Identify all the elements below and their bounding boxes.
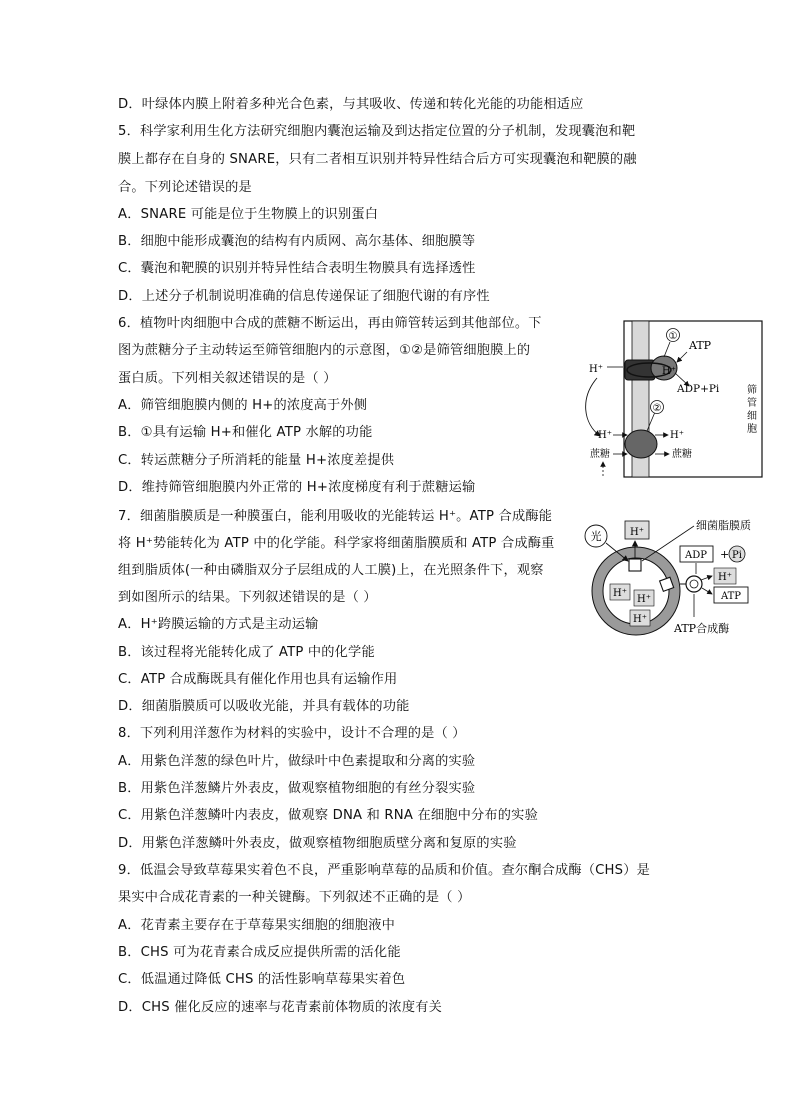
bacteriorhodopsin-label: 细菌脂膜质 <box>696 519 751 532</box>
q7-liposome-diagram <box>584 514 780 644</box>
q6-sieve-tube-diagram <box>575 318 765 480</box>
adp-label: ADP <box>685 550 707 561</box>
q4-option-d: D．叶绿体内膜上附着多种光合色素，与其吸收、传递和转化光能的功能相适应 <box>118 97 584 112</box>
q5-option-c: C．囊泡和靶膜的识别并特异性结合表明生物膜具有选择透性 <box>118 261 476 276</box>
q6-stem-line-1: 6．植物叶肉细胞中合成的蔗糖不断运出，再由筛管转运到其他部位。下 <box>118 316 542 331</box>
atp-synthase-label: ATP合成酶 <box>674 622 730 635</box>
q5-stem-line-2: 膜上都存在自身的 SNARE，只有二者相互识别并特异性结合后方可实现囊泡和靶膜的融 <box>118 152 637 167</box>
hplus-outside-label: H⁺ <box>589 364 603 375</box>
hplus-return-arrow <box>586 378 600 436</box>
q9-stem-line-1: 9．低温会导致草莓果实着色不良，严重影响草莓的品质和价值。查尔酮合成酶（CHS）是 <box>118 863 651 878</box>
q7-diagram-svg <box>584 514 780 644</box>
pi-label: Pi <box>732 550 742 561</box>
q7-option-c: C．ATP 合成酶既具有催化作用也具有运输作用 <box>118 672 398 687</box>
light-label: 光 <box>590 530 602 543</box>
circle-1-label: ① <box>668 331 678 342</box>
q8-option-c: C．用紫色洋葱鳞叶内表皮，做观察 DNA 和 RNA 在细胞中分布的实验 <box>118 808 538 823</box>
side-label-char-2: 管 <box>747 398 757 409</box>
q8-option-b: B．用紫色洋葱鳞片外表皮，做观察植物细胞的有丝分裂实验 <box>118 781 476 796</box>
q6-option-c: C．转运蔗糖分子所消耗的能量 H+浓度差提供 <box>118 453 395 468</box>
hplus-outer-label: H⁺ <box>718 572 732 583</box>
hplus-top-label: H⁺ <box>630 527 644 538</box>
q5-option-d: D．上述分子机制说明准确的信息传递保证了细胞代谢的有序性 <box>118 289 490 304</box>
q8-option-a: A．用紫色洋葱的绿色叶片，做绿叶中色素提取和分离的实验 <box>118 754 476 769</box>
q7-stem-line-1: 7．细菌脂膜质是一种膜蛋白，能利用吸收的光能转运 H⁺。ATP 合成酶能 <box>118 509 553 524</box>
atp-label: ATP <box>689 339 712 352</box>
q7-stem-line-3: 组到脂质体(一种由磷脂双分子层组成的人工膜)上，在光照条件下，观察 <box>118 563 544 578</box>
sucrose-inside-label: 蔗糖 <box>672 449 692 460</box>
q5-stem-line-1: 5．科学家利用生化方法研究细胞内囊泡运输及到达指定位置的分子机制，发现囊泡和靶 <box>118 124 636 139</box>
plus-label: + <box>720 548 730 561</box>
q9-option-d: D．CHS 催化反应的速率与花青素前体物质的浓度有关 <box>118 1000 442 1015</box>
circle-2-label: ② <box>652 403 662 414</box>
adp-pi-label: ADP+Pi <box>677 383 720 395</box>
q5-stem-line-3: 合。下列论述错误的是 <box>118 180 252 195</box>
hplus-inner-3: H⁺ <box>633 614 647 625</box>
hplus-inside-label: H⁺ <box>662 366 676 377</box>
q6-option-d: D．维持筛管细胞膜内外正常的 H+浓度梯度有利于蔗糖运输 <box>118 480 476 495</box>
bacteriorhodopsin-square <box>629 559 641 571</box>
q9-option-c: C．低温通过降低 CHS 的活性影响草莓果实着色 <box>118 972 406 987</box>
q7-stem-line-2: 将 H⁺势能转化为 ATP 中的化学能。科学家将细菌脂膜质和 ATP 合成酶重 <box>118 536 555 551</box>
q5-option-a: A．SNARE 可能是位于生物膜上的识别蛋白 <box>118 207 379 222</box>
q7-stem-line-4: 到如图所示的结果。下列叙述错误的是（ ） <box>118 590 377 605</box>
q6-option-a: A．筛管细胞膜内侧的 H+的浓度高于外侧 <box>118 398 368 413</box>
q8-stem: 8．下列利用洋葱作为材料的实验中，设计不合理的是（ ） <box>118 726 466 741</box>
side-label-char-4: 胞 <box>747 424 757 435</box>
q6-stem-line-3: 蛋白质。下列相关叙述错误的是（ ） <box>118 371 337 386</box>
side-label-char-1: 筛 <box>747 385 757 396</box>
hplus-inner-2: H⁺ <box>637 594 651 605</box>
q7-option-b: B．该过程将光能转化成了 ATP 中的化学能 <box>118 645 375 660</box>
side-label-char-3: 细 <box>747 411 757 422</box>
q7-option-a: A．H⁺跨膜运输的方式是主动运输 <box>118 617 319 632</box>
q6-option-b: B．①具有运输 H+和催化 ATP 水解的功能 <box>118 425 373 440</box>
q8-option-d: D．用紫色洋葱鳞叶外表皮，做观察植物细胞质壁分离和复原的实验 <box>118 836 517 851</box>
protein-2-body <box>625 430 657 458</box>
q6-stem-line-2: 图为蔗糖分子主动转运至筛管细胞内的示意图，①②是筛管细胞膜上的 <box>118 343 531 358</box>
atp-label-q7: ATP <box>720 591 742 602</box>
hplus-out-2-label: H⁺ <box>670 430 684 441</box>
hplus-in-2-label: H⁺ <box>598 430 612 441</box>
q9-option-a: A．花青素主要存在于草莓果实细胞的细胞液中 <box>118 918 395 933</box>
q6-diagram-svg <box>575 318 765 480</box>
hplus-inner-1: H⁺ <box>613 588 627 599</box>
sucrose-outside-label: 蔗糖 <box>590 449 610 460</box>
q7-option-d: D．细菌脂膜质可以吸收光能，并具有载体的功能 <box>118 699 410 714</box>
q9-stem-line-2: 果实中合成花青素的一种关键酶。下列叙述不正确的是（ ） <box>118 890 471 905</box>
q9-option-b: B．CHS 可为花青素合成反应提供所需的活化能 <box>118 945 401 960</box>
q5-option-b: B．细胞中能形成囊泡的结构有内质网、高尔基体、细胞膜等 <box>118 234 476 249</box>
